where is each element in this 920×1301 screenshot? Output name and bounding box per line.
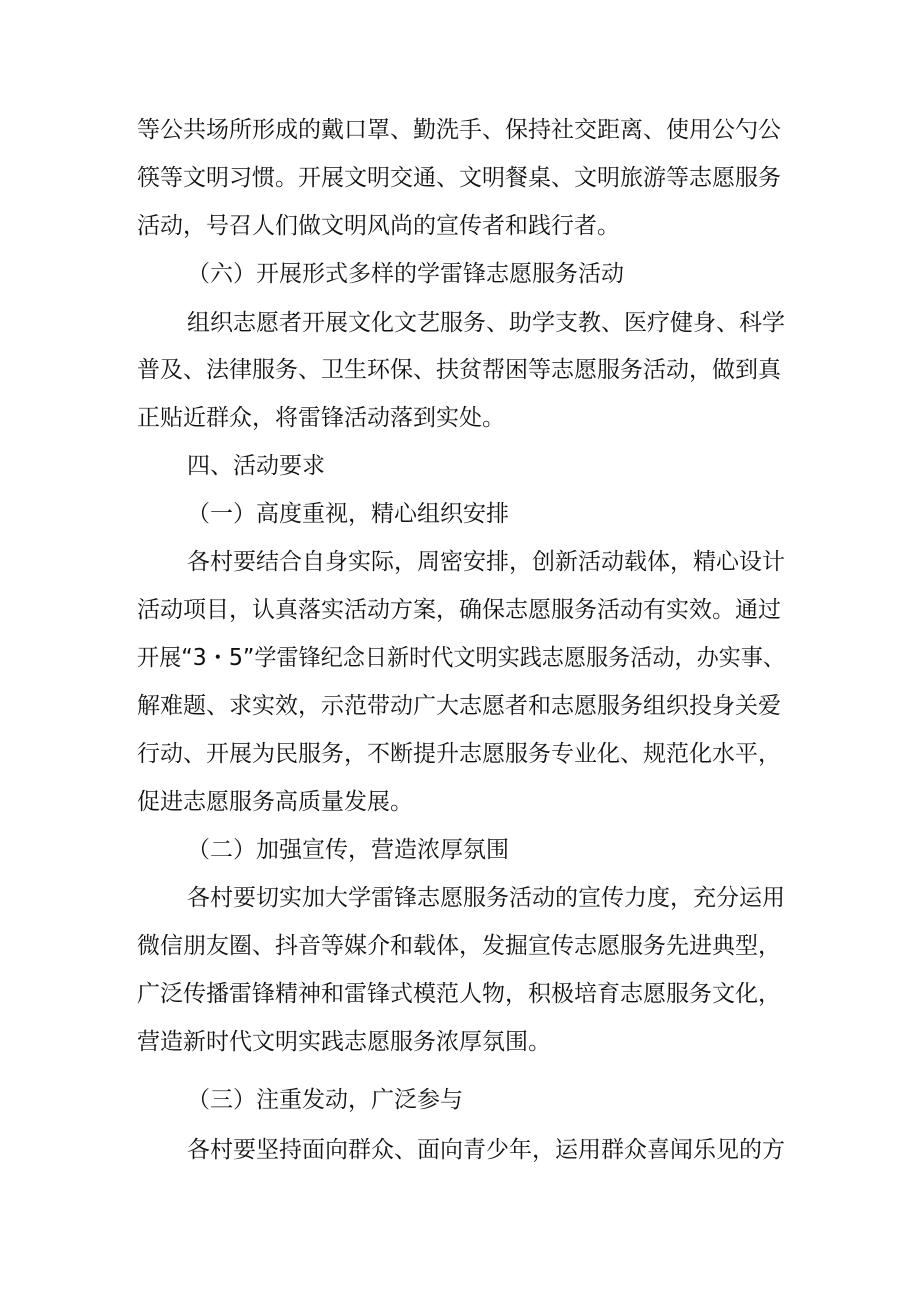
section-heading [0, 449, 920, 483]
text-line-content: 等公共场所形成的戴口罩、勤洗手、保持社交距离、使用公勺公 [137, 117, 781, 143]
text-line [0, 593, 920, 627]
text-line [0, 545, 920, 579]
text-line [0, 161, 920, 195]
text-line [0, 641, 920, 675]
text-line-content: 促进志愿服务高质量发展。 [137, 789, 413, 815]
text-line-content: 开展“3・5”学雷锋纪念日新时代文明实践志愿服务活动，办实事、 [137, 645, 786, 671]
section-heading [0, 257, 920, 291]
text-line [0, 1025, 920, 1059]
text-line [0, 113, 920, 147]
text-line-content: 各村要坚持面向群众、面向青少年，运用群众喜闻乐见的方 [187, 1137, 785, 1163]
text-line-content: 营造新时代文明实践志愿服务浓厚氛围。 [137, 1029, 551, 1055]
text-line-content: 正贴近群众，将雷锋活动落到实处。 [137, 405, 505, 431]
text-line-content: 行动、开展为民服务，不断提升志愿服务专业化、规范化水平， [137, 741, 781, 767]
text-line [0, 353, 920, 387]
text-line [0, 306, 920, 340]
section-heading [0, 497, 920, 531]
text-line-content: （三）注重发动，广泛参与 [187, 1087, 463, 1113]
text-line [0, 929, 920, 963]
text-line-content: 活动项目，认真落实活动方案，确保志愿服务活动有实效。通过 [137, 597, 781, 623]
text-line [0, 977, 920, 1011]
text-line-content: （二）加强宣传，营造浓厚氛围 [187, 837, 509, 863]
section-heading [0, 1083, 920, 1117]
text-line-content: 普及、法律服务、卫生环保、扶贫帮困等志愿服务活动，做到真 [137, 357, 781, 383]
text-line-content: 各村要结合自身实际，周密安排，创新活动载体，精心设计 [187, 549, 785, 575]
section-heading [0, 833, 920, 867]
text-line-content: 组织志愿者开展文化文艺服务、助学支教、医疗健身、科学 [187, 310, 785, 336]
text-line-content: 广泛传播雷锋精神和雷锋式模范人物，积极培育志愿服务文化， [137, 981, 781, 1007]
text-line [0, 1133, 920, 1167]
text-line-content: 四、活动要求 [187, 453, 325, 479]
text-line [0, 209, 920, 243]
text-line-content: 活动，号召人们做文明风尚的宣传者和践行者。 [137, 213, 620, 239]
text-line-content: （六）开展形式多样的学雷锋志愿服务活动 [187, 261, 624, 287]
text-line [0, 401, 920, 435]
text-line [0, 785, 920, 819]
text-line [0, 737, 920, 771]
text-line-content: 微信朋友圈、抖音等媒介和载体，发掘宣传志愿服务先进典型， [137, 933, 781, 959]
text-line-content: 各村要切实加大学雷锋志愿服务活动的宣传力度，充分运用 [187, 885, 785, 911]
text-line-content: （一）高度重视，精心组织安排 [187, 501, 509, 527]
text-line [0, 689, 920, 723]
text-line [0, 881, 920, 915]
text-line-content: 筷等文明习惯。开展文明交通、文明餐桌、文明旅游等志愿服务 [137, 165, 781, 191]
text-line-content: 解难题、求实效，示范带动广大志愿者和志愿服务组织投身关爱 [137, 693, 781, 719]
